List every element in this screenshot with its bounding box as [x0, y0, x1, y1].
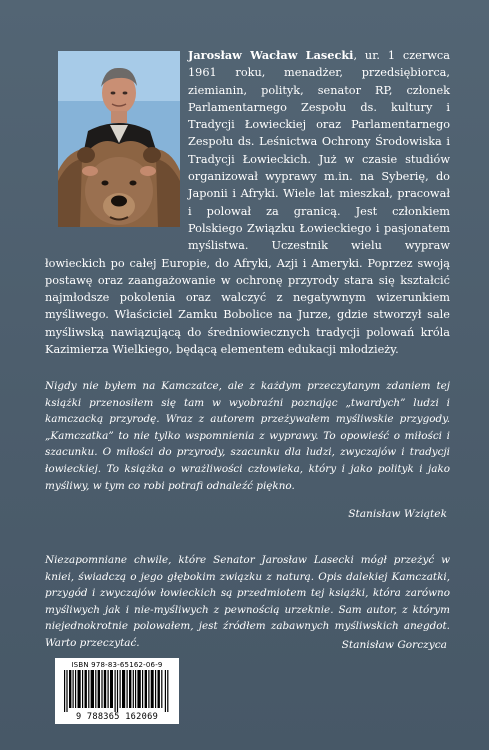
review-author-1: Stanisław Wziątek	[348, 508, 447, 520]
barcode-digits: 9 788365 162069	[75, 712, 159, 722]
isbn-label: ISBN 978-83-65162-06-9	[71, 661, 163, 669]
author-bio	[45, 47, 450, 358]
review-author-2: Stanisław Gorczyca	[341, 639, 447, 651]
barcode-icon	[62, 670, 172, 712]
author-name: Jarosław Wacław Lasecki	[188, 48, 354, 62]
isbn-barcode	[55, 658, 179, 724]
review-quote-2: Niezapomniane chwile, które Senator Jarosław Lasecki mógł przeżyć w kniei, świadczą o jego głębokim związku z naturą. Opis dalekiej Kamczatki, przygód i zwyczajów łowieckich są przedmiotem tej książki, która zarówno myśliwych jak i nie-myśliwych z pewnością urzeknie. Sam autor, z którym niejednokrotnie polowałem, jest źródłem zabawnych myśliwskich anegdot. Warto przeczytać.	[45, 554, 450, 649]
review-quote-1: Nigdy nie byłem na Kamczatce, ale z każdym przeczytanym zdaniem tej książki przenosiłem się tam w wyobraźni poznając „twardych” ludzi i kamczacką przyrodę. Wraz z autorem przeżywałem myśliwskie przygody. „Kamczatka” to nie tylko wspomnienia z wyprawy. To opowieść o miłości i szacunku. O miłości do przyrody, szacunku dla ludzi, zwyczajów i tradycji łowieckiej. To książka o wrażliwości człowieka, który i jako polityk i jako myśliwy, w tym co robi potrafi odnaleźć piękno.	[45, 380, 450, 492]
author-bio-text: , ur. 1 czerwca 1961 roku, menadżer, przedsiębiorca, ziemianin, polityk, senator RP, członek Parlamentarnego Zespołu ds. kultury i Tradycji Łowieckiej oraz Parlamentarnego Zespołu ds. Leśnictwa Ochrony Środowiska i Tradycji Łowieckich. Już w czasie studiów organizował wyprawy m.in. na Syberię, do Japonii i Afryki. Wiele lat mieszkał, pracował i polował za granicą. Jest członkiem Polskiego Związku Łowieckiego i pasjonatem myślistwa. Uczestnik wielu wypraw łowieckich po całej Europie, do Afryki, Azji i Ameryki. Poprzez swoją postawę oraz zaangażowanie w ochronę przyrody stara się kształcić najmłodsze pokolenia oraz walczyć z negatywnym wizerunkiem myśliwego. Właściciel Zamku Bobolice na Jurze, gdzie stworzył sale myśliwską nawiązującą do średniowiecznych tradycji polowań króla Kazimierza Wielkiego, będącą elementem edukacji młodzieży.	[45, 49, 450, 357]
